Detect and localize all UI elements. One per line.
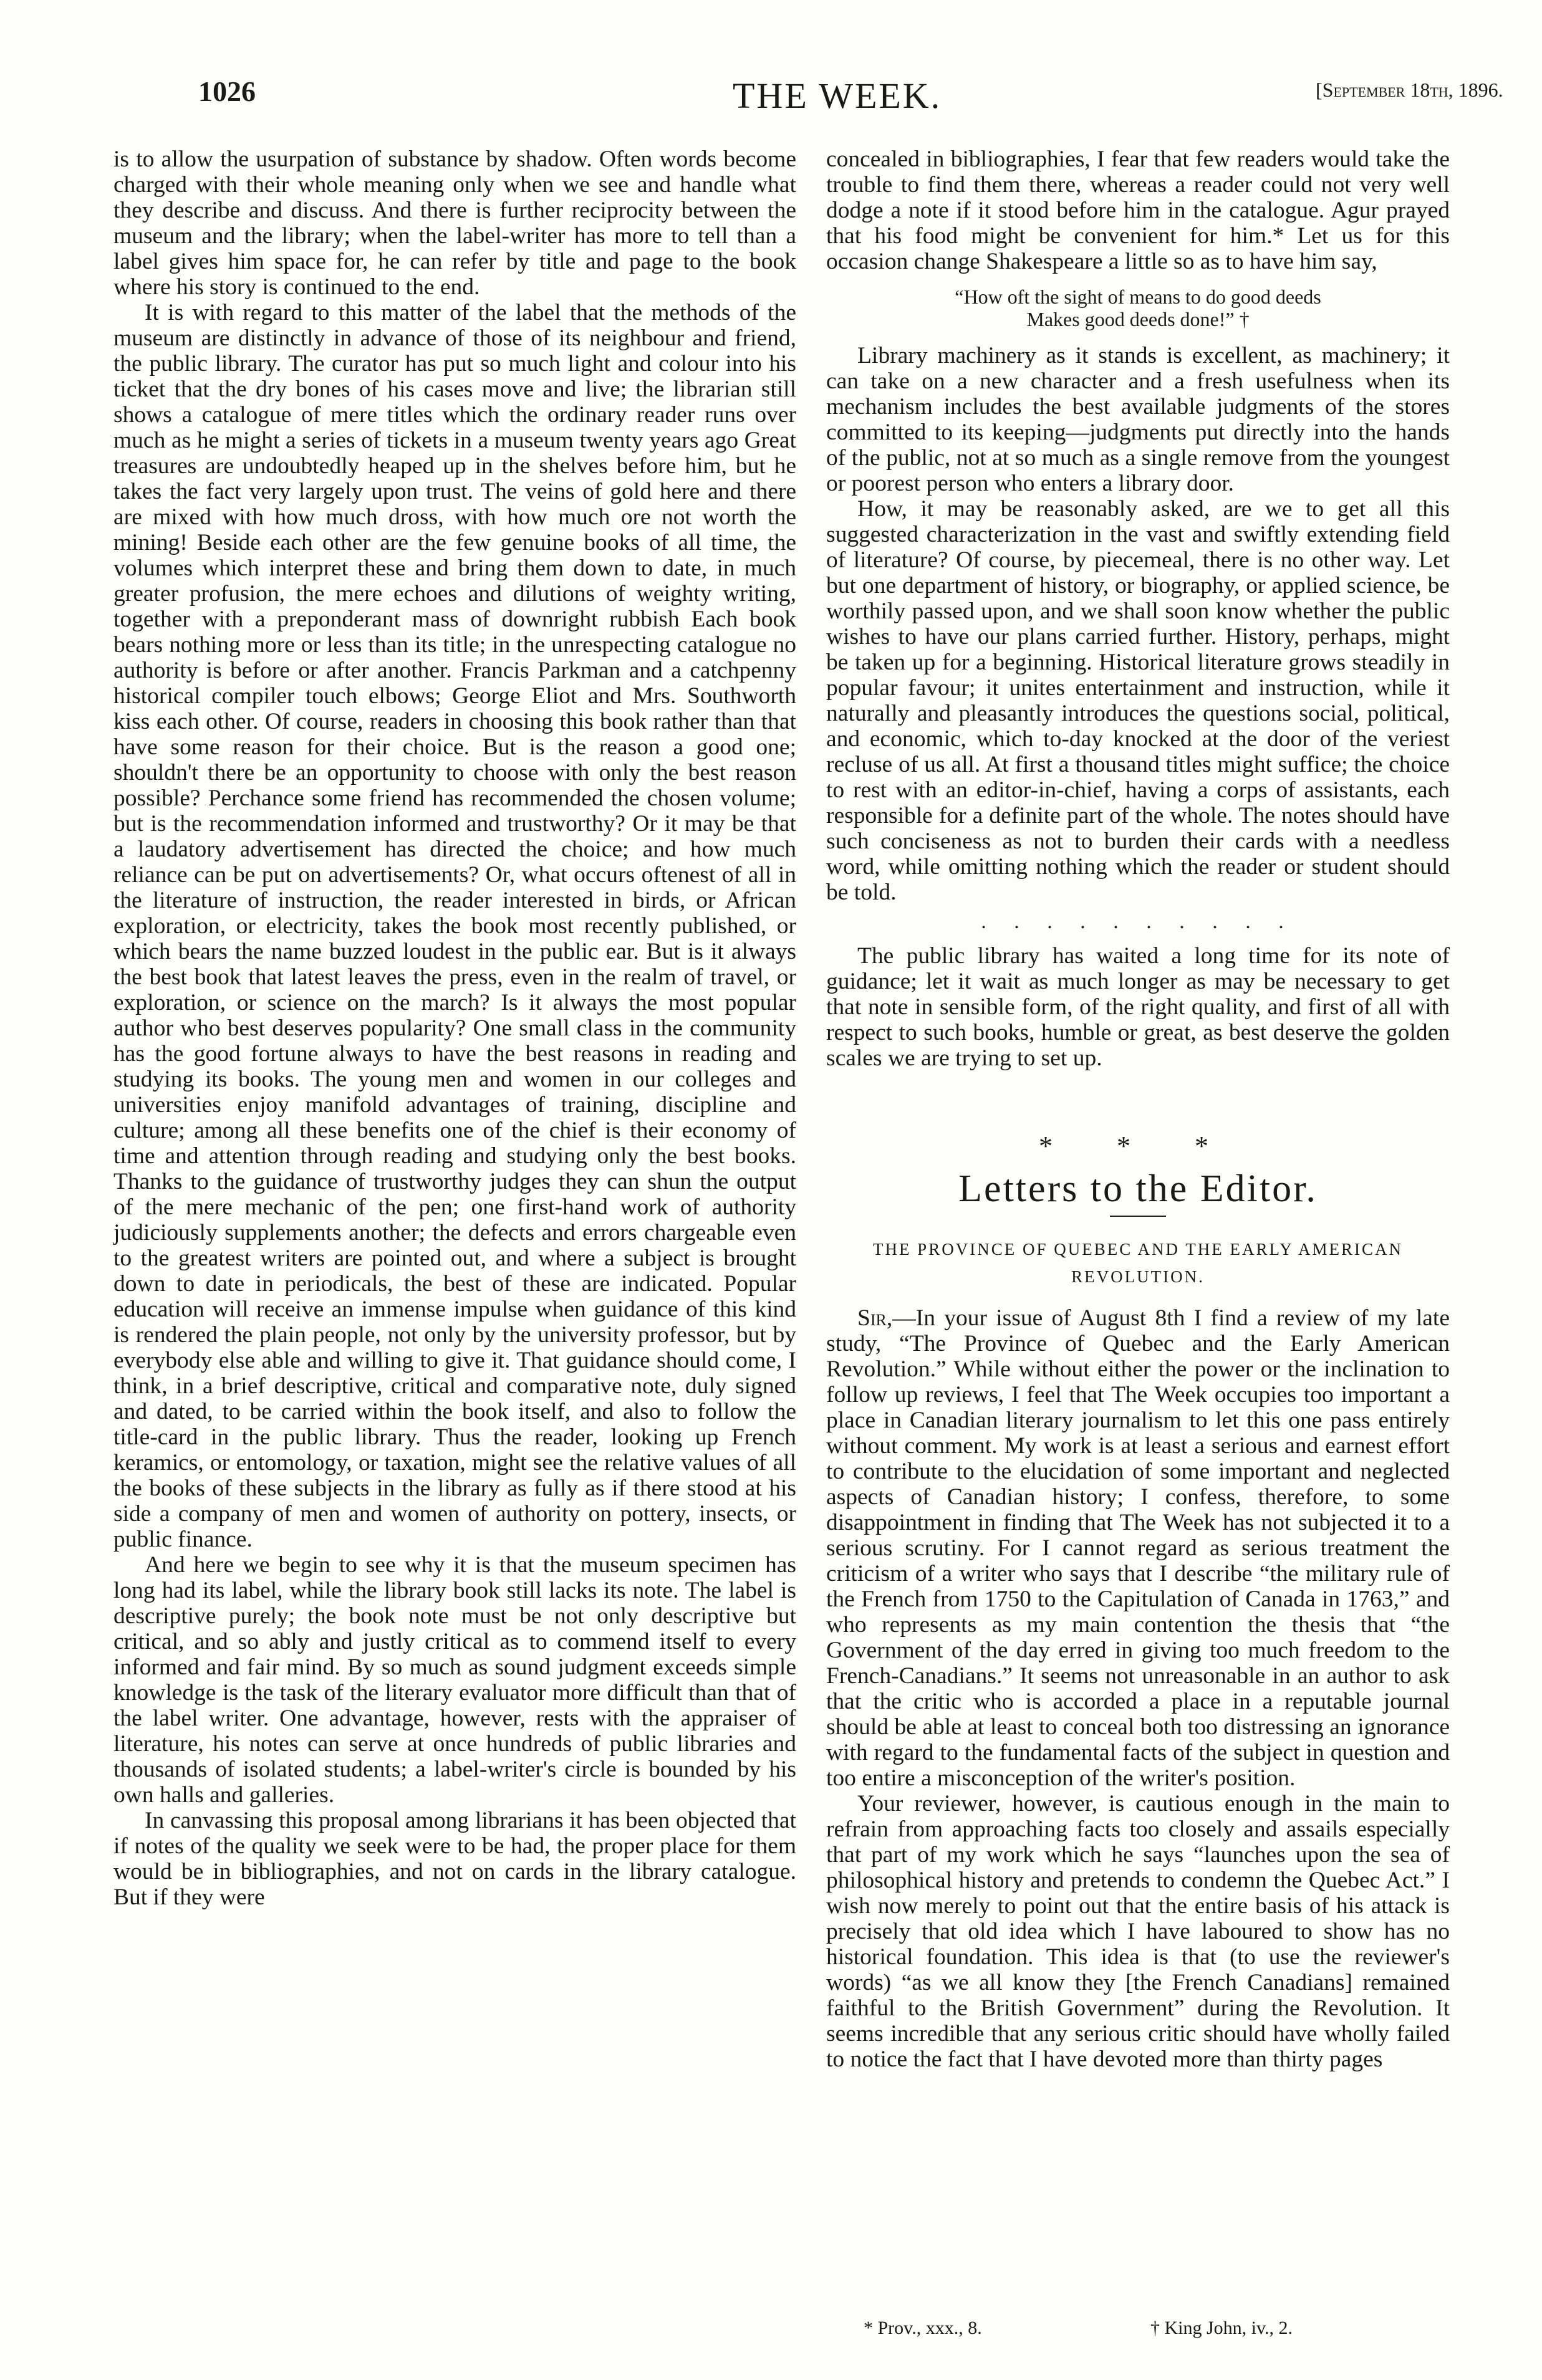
paragraph: How, it may be reasonably asked, are we to get all this suggested characterization in the vast and swiftly extending field of literature? Of course, by piecemeal, there is no other way. Let but one department of history, or biography, or applied science, be worthily passed upon, and we shall soon know whether the public wishes to have our plans carried further. History, perhaps, might be taken up for a beginning. Historical literature grows steadily in popular favour; it unites entertainment and instruction, while it naturally and pleasantly introduces the questions social, political, and economic, which to-day knocked at the door of the veriest recluse of us all. At first a thousand titles might suffice; the choice to rest with an editor-in-chief, having a corps of assistants, each responsible for a definite part of the whole. The notes should have such conciseness as not to burden their cards with a needless word, while omitting nothing which the reader or student should be told. [826, 496, 1450, 905]
article-title-line: THE PROVINCE OF QUEBEC AND THE EARLY AMERICAN [872, 1240, 1404, 1259]
paragraph: is to allow the usurpation of substance by shadow. Often words become charged with their whole meaning only when we see and handle what they describe and discuss. And there is further reciprocity between the museum and the library; when the label-writer has more to tell than a label gives him space for, he can refer by title and page to the book where his story is continued to the end. [113, 146, 796, 300]
shakespeare-quote [826, 286, 1450, 330]
letter-paragraph: Your reviewer, however, is cautious enough in the main to refrain from approaching facts too closely and assails especially that part of my work which he says “launches upon the sea of philosophical history and pretends to condemn the Quebec Act.” I wish now merely to point out that the entire basis of his attack is precisely that old idea which I have laboured to show has no historical foundation. This idea is that (to use the reviewer's words) “as we all know they [the French Canadians] remained faithful to the British Government” during the Revolution. It seems incredible that any serious critic should have wholly failed to notice the fact that I have devoted more than thirty pages [826, 1791, 1450, 2072]
title-rule [1110, 1216, 1166, 1217]
letter-salutation: Sir, [857, 1305, 893, 1331]
article-title-line: REVOLUTION. [1071, 1267, 1205, 1286]
asterism-divider: * * * [1039, 1131, 1237, 1161]
page-header [0, 75, 1542, 118]
page-number: 1026 [198, 75, 256, 107]
letter-text: —In your issue of August 8th I find a review of my late study, “The Province of Quebec and the Early American Revolution.” While without either the power or the inclination to follow up reviews, I feel that The Week occupies too important a place in Canadian literary journalism to let this one pass entirely without comment. My work is at least a serious and earnest effort to contribute to the elucidation of some important and neglected aspects of Canadian history; I confess, therefore, to some disappointment in finding that The Week has not subjected it to a serious scrutiny. For I cannot regard as serious treatment the criticism of a writer who says that I describe “the military rule of the French from 1750 to the Capitulation of Canada in 1763,” and who represents as my main contention the thesis that “the Government of the day erred in giving too much freedom to the French-Canadians.” It seems not unreasonable in an author to ask that the critic who is accorded a place in a reputable journal should be able at least to conceal both too distressing an ignorance with regard to the fundamental facts of the subject in question and too entire a misconception of the writer's position. [826, 1305, 1450, 1791]
letter-paragraph [826, 1305, 1450, 1791]
footnote: † King John, iv., 2. [1150, 2318, 1293, 2338]
right-column [826, 146, 1450, 2072]
section-title: Letters to the Editor. [958, 1168, 1318, 1210]
paragraph: In canvassing this proposal among librarians it has been objected that if notes of the quality we seek were to be had, the proper place for them would be in bibliographies, and not on cards in the library catalogue. But if they were [113, 1808, 796, 1910]
paragraph: concealed in bibliographies, I fear that few readers would take the trouble to find them there, whereas a reader could not very well dodge a note if it stood before him in the catalogue. Agur prayed that his food might be convenient for him.* Let us for this occasion change Shakespeare a little so as to have him say, [826, 146, 1450, 274]
paragraph: And here we begin to see why it is that the museum specimen has long had its label, while the library book still lacks its note. The label is descriptive purely; the book note must be not only descriptive but critical, and so ably and justly critical as to commend itself to every informed and fair mind. By so much as sound judgment exceeds simple knowledge is the task of the literary evaluator more difficult than that of the label writer. One advantage, however, rests with the appraiser of literature, his notes can serve at once hundreds of public libraries and thousands of isolated students; a label-writer's circle is bounded by his own halls and galleries. [113, 1552, 796, 1808]
paragraph: The public library has waited a long time for its note of guidance; let it wait as much longer as may be necessary to get that note in sensible form, of the right quality, and first of all with respect to such books, humble or great, as best deserve the golden scales we are trying to set up. [826, 943, 1450, 1071]
journal-title: THE WEEK. [733, 75, 942, 116]
footnote: * Prov., xxx., 8. [864, 2318, 982, 2338]
ellipsis-divider: . . . . . . . . . . [981, 910, 1295, 933]
left-column [113, 146, 796, 1910]
article-title [826, 1236, 1450, 1290]
quote-line: Makes good deeds done!” † [1026, 308, 1250, 330]
paragraph: It is with regard to this matter of the label that the methods of the museum are distinctly in advance of those of its neighbour and friend, the public library. The curator has put so much light and colour into his ticket that the dry bones of his cases move and live; the librarian still shows a catalogue of mere titles which the ordinary reader runs over much as he might a series of tickets in a museum twenty years ago Great treasures are undoubtedly heaped up in the shelves before him, but he takes the fact very largely upon trust. The veins of gold here and there are mixed with how much dross, with how much ore not worth the mining! Beside each other are the few genuine books of all time, the volumes which interpret these and bring them down to date, in much greater profusion, the mere echoes and dilutions of weighty writing, together with a preponderant mass of downright rubbish Each book bears nothing more or less than its title; in the unrespecting catalogue no authority is before or after another. Francis Parkman and a catchpenny historical compiler touch elbows; George Eliot and Mrs. Southworth kiss each other. Of course, readers in choosing this book rather than that have some reason for their choice. But is the reason a good one; shouldn't there be an opportunity to choose with only the best reason possible? Perchance some friend has recommended the chosen volume; but is the recommendation informed and trustworthy? Or it may be that a laudatory advertisement has directed the choice; and how much reliance can be put on advertisements? Or, what occurs oftenest of all in the literature of instruction, the reader interested in birds, or African exploration, or electricity, takes the book most recently published, or which bears the name buzzed loudest in the public ear. But is it always the best book that latest leaves the press, even in the realm of travel, or exploration, or science on the march? Is it always the most popular author who best deserves popularity? One small class in the community has the good fortune always to have the best reasons in reading and studying its books. The young men and women in our colleges and universities enjoy manifold advantages of training, discipline and culture; among all these benefits one of the chief is their economy of time and attention through reading and studying only the best books. Thanks to the guidance of trustworthy judges they can shun the output of the mere mechanic of the pen; one first-hand work of authority judiciously supplements another; the defects and errors chargeable even to the greatest writers are pointed out, and where a subject is brought down to date in periodicals, the best of these are indicated. Popular education will receive an immense impulse when guidance of this kind is rendered the plain people, not only by the university professor, but by everybody else able and willing to give it. That guidance should come, I think, in a brief descriptive, critical and comparative note, duly signed and dated, to be carried within the book itself, and also to follow the title-card in the public library. Thus the reader, looking up French keramics, or entomology, or taxation, might see the relative values of all the books of these subjects in the library as fully as if there stood at his side a company of men and women of authority on pottery, insects, or public finance. [113, 300, 796, 1552]
quote-line: “How oft the sight of means to do good deeds [955, 286, 1321, 308]
issue-date: [September 18th, 1896. [1316, 79, 1503, 101]
paragraph: Library machinery as it stands is excellent, as machinery; it can take on a new character and a fresh usefulness when its mechanism includes the best available judgments of the stores committed to its keeping—judgments put directly into the hands of the public, not at so much as a single remove from the youngest or poorest person who enters a library door. [826, 343, 1450, 496]
